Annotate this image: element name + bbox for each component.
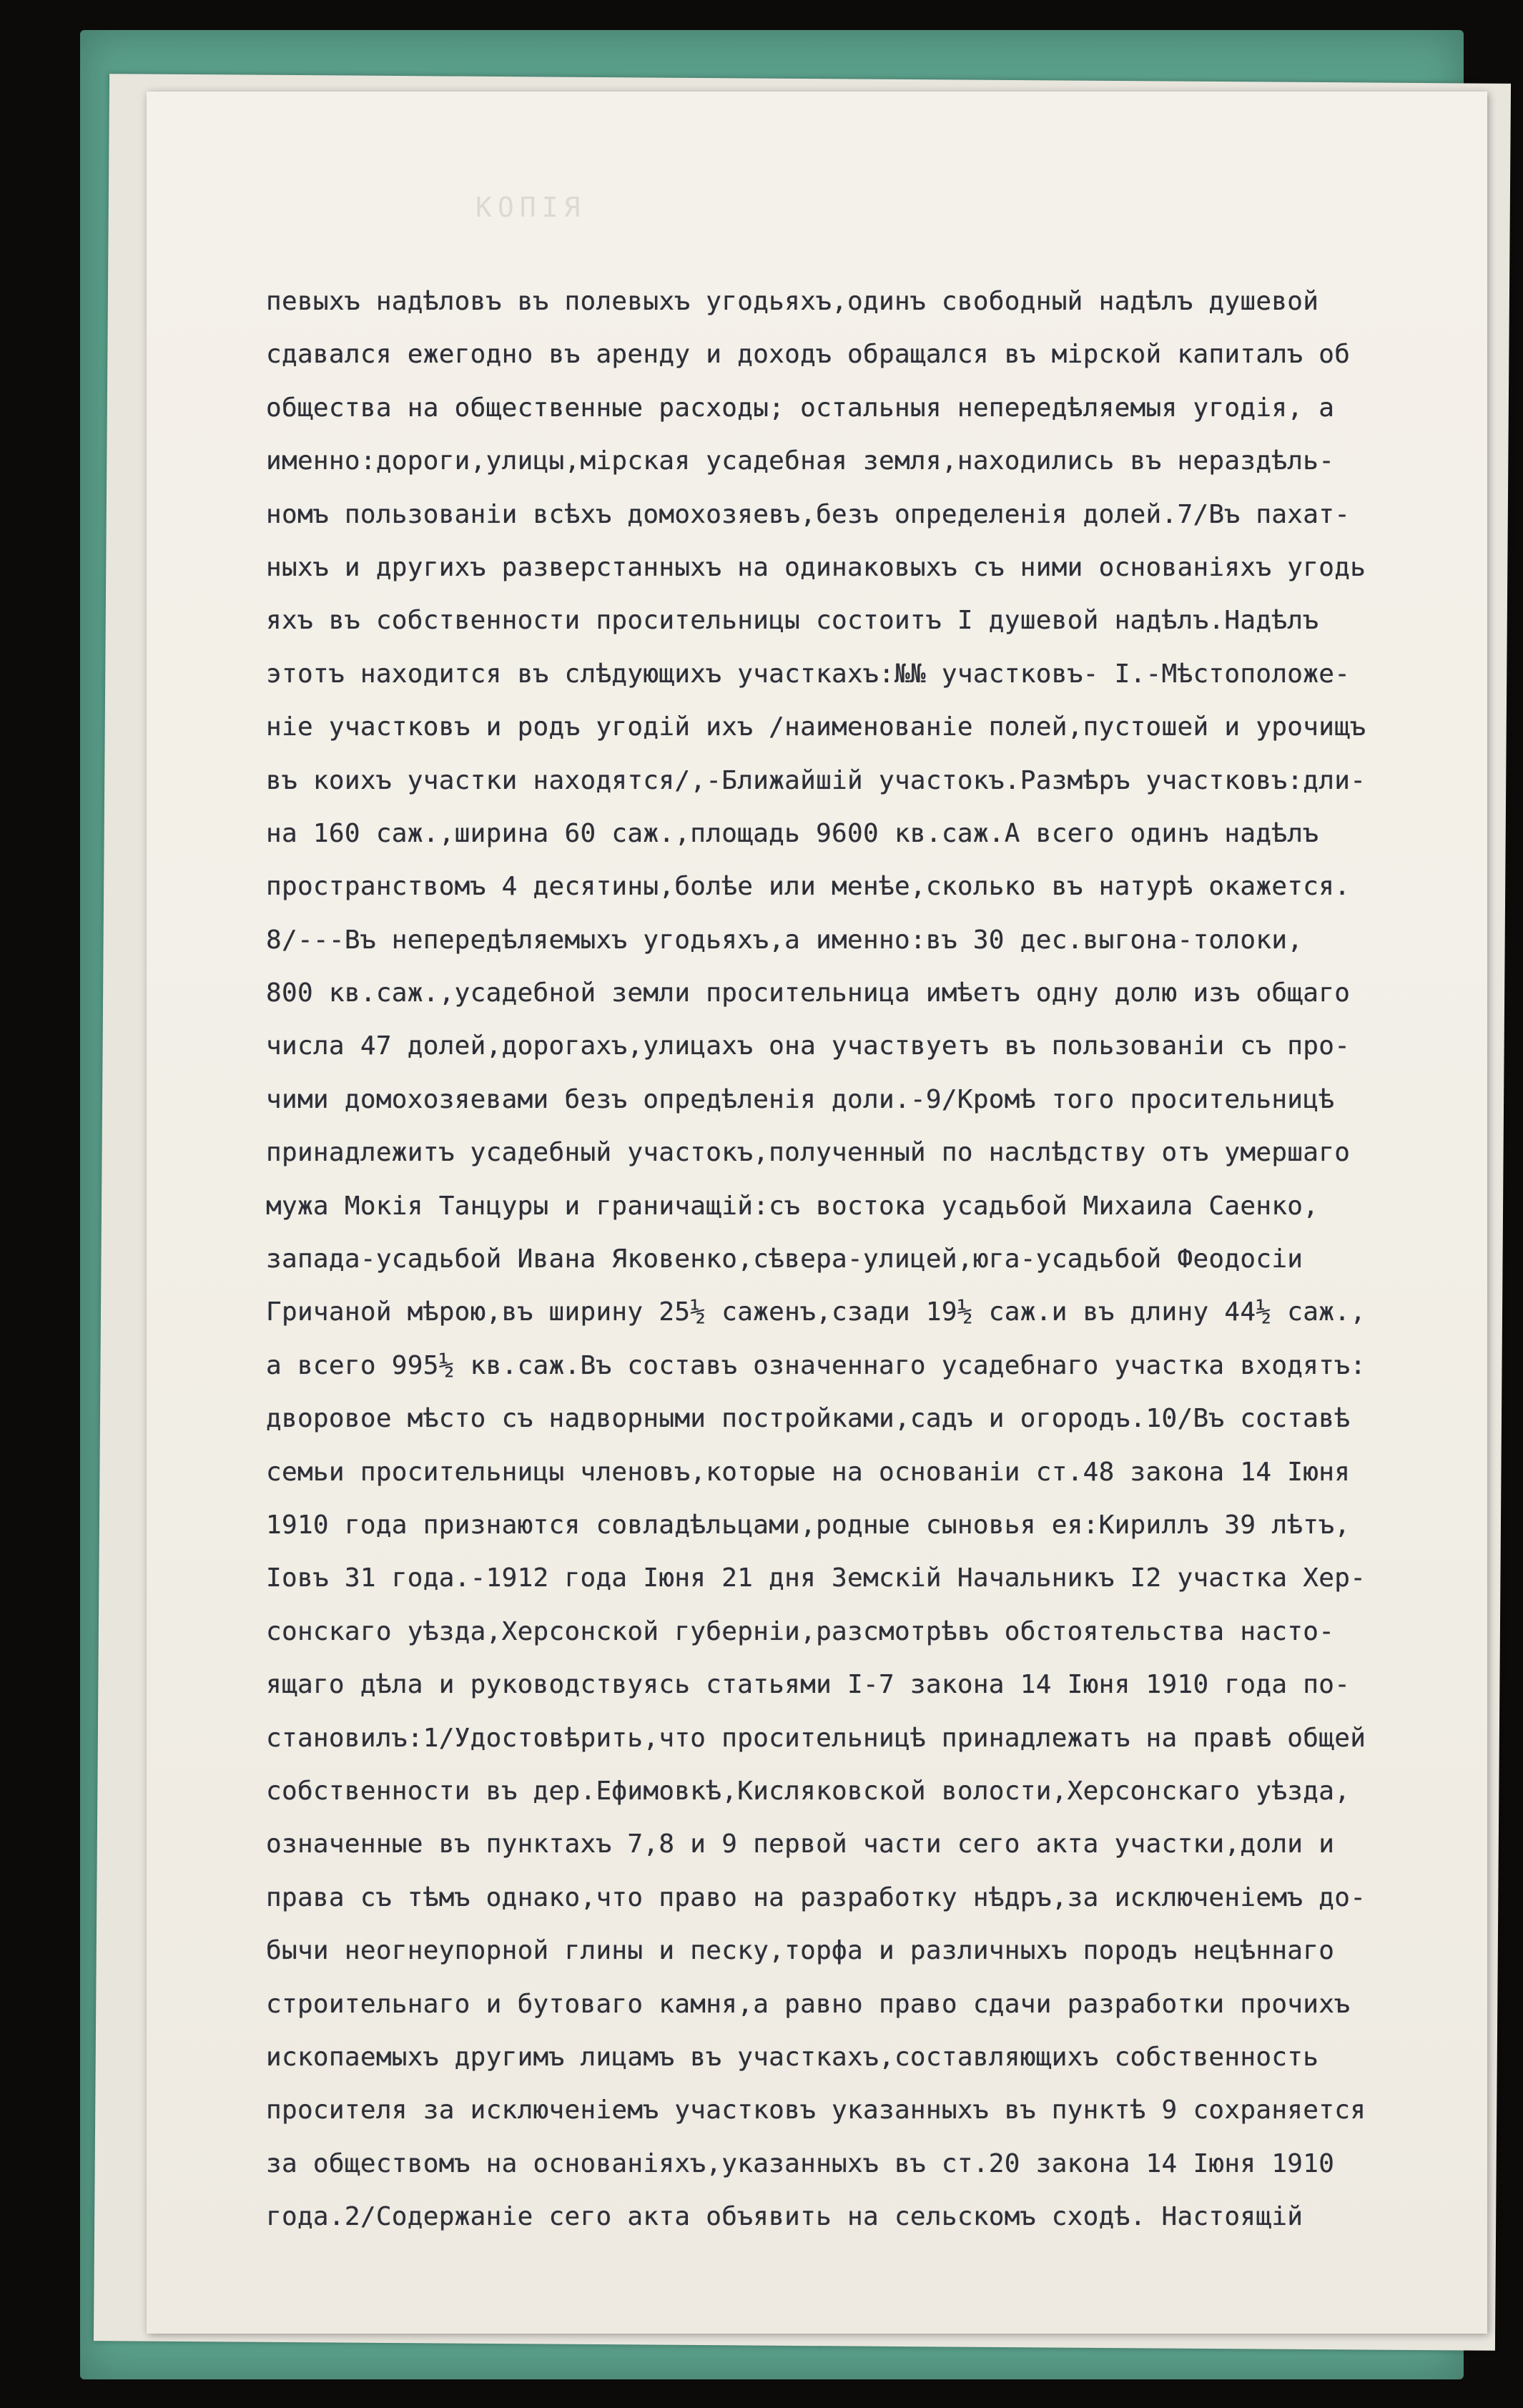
text-line: этотъ находится въ слѣдующихъ участкахъ:№№ участковъ- I.-Мѣстоположе- <box>266 659 1351 689</box>
text-line: певыхъ надѣловъ въ полевыхъ угодьяхъ,одинъ свободный надѣлъ душевой <box>266 287 1319 316</box>
text-line: числа 47 долей,дорогахъ,улицахъ она участвуетъ въ пользованіи съ про- <box>266 1031 1351 1061</box>
text-line: Іовъ 31 года.-1912 года Іюня 21 дня Земскій Начальникъ I2 участка Хер- <box>266 1563 1366 1593</box>
text-line: общества на общественные расходы; остальныя непередѣляемыя угодія, а <box>266 393 1335 423</box>
text-line: пространствомъ 4 десятины,болѣе или менѣе,сколько въ натурѣ окажется. <box>266 872 1351 902</box>
text-line: ящаго дѣла и руководствуясь статьями I-7 закона 14 Іюня 1910 года по- <box>266 1670 1351 1700</box>
text-line: становилъ:1/Удостовѣрить,что просительницѣ принадлежатъ на правѣ общей <box>266 1723 1366 1753</box>
text-line: семьи просительницы членовъ,которые на основаніи ст.48 закона 14 Іюня <box>266 1457 1351 1487</box>
text-line: 1910 года признаются совладѣльцами,родные сыновья ея:Кириллъ 39 лѣтъ, <box>266 1510 1351 1540</box>
text-line: дворовое мѣсто съ надворными постройками,садъ и огородъ.10/Въ составѣ <box>266 1404 1351 1434</box>
text-line: бычи неогнеупорной глины и песку,торфа и различныхъ породъ нецѣннаго <box>266 1936 1335 1966</box>
text-line: номъ пользованіи всѣхъ домохозяевъ,безъ определенія долей.7/Въ пахат- <box>266 499 1351 529</box>
faint-header-text: КОПІЯ <box>475 192 586 223</box>
text-line: ископаемыхъ другимъ лицамъ въ участкахъ,составляющихъ собственность <box>266 2042 1319 2072</box>
text-line: означенные въ пунктахъ 7,8 и 9 первой части сего акта участки,доли и <box>266 1829 1335 1859</box>
text-line: запада-усадьбой Ивана Яковенко,сѣвера-улицей,юга-усадьбой Феодосіи <box>266 1244 1303 1274</box>
text-line: на 160 саж.,ширина 60 саж.,площадь 9600 кв.саж.А всего одинъ надѣлъ <box>266 818 1319 848</box>
text-line: а всего 995½ кв.саж.Въ составъ означеннаго усадебнаго участка входятъ: <box>266 1350 1366 1380</box>
text-line: яхъ въ собственности просительницы состоитъ I душевой надѣлъ.Надѣлъ <box>266 606 1319 636</box>
document-body <box>266 275 1482 2244</box>
text-line: мужа Мокія Танцуры и граничащій:съ востока усадьбой Михаила Саенко, <box>266 1191 1319 1221</box>
text-line: за обществомъ на основаніяхъ,указанныхъ въ ст.20 закона 14 Іюня 1910 <box>266 2148 1335 2178</box>
text-line: права съ тѣмъ однако,что право на разработку нѣдръ,за исключеніемъ до- <box>266 1882 1366 1912</box>
text-line: 8/---Въ непередѣляемыхъ угодьяхъ,а именно:въ 30 дес.выгона-толоки, <box>266 925 1303 955</box>
text-line: просителя за исключеніемъ участковъ указанныхъ въ пунктѣ 9 сохраняется <box>266 2095 1366 2126</box>
text-line: строительнаго и бутоваго камня,а равно право сдачи разработки прочихъ <box>266 1989 1351 2019</box>
text-line: ныхъ и другихъ разверстанныхъ на одинаковыхъ съ ними основаніяхъ угодь <box>266 552 1366 582</box>
text-line: сонскаго уѣзда,Херсонской губерніи,разсмотрѣвъ обстоятельства насто- <box>266 1616 1335 1646</box>
text-line: сдавался ежегодно въ аренду и доходъ обращался въ мірской капиталъ об <box>266 340 1351 370</box>
text-line: собственности въ дер.Ефимовкѣ,Кисляковской волости,Херсонскаго уѣзда, <box>266 1776 1351 1806</box>
text-line: ніе участковъ и родъ угодій ихъ /наименованіе полей,пустошей и урочищъ <box>266 712 1366 742</box>
text-line: въ коихъ участки находятся/,-Ближайшій участокъ.Размѣръ участковъ:дли- <box>266 765 1366 795</box>
text-line: именно:дороги,улицы,мірская усадебная земля,находились въ нераздѣль- <box>266 446 1335 476</box>
text-line: принадлежитъ усадебный участокъ,полученный по наслѣдству отъ умершаго <box>266 1138 1351 1168</box>
text-line: чими домохозяевами безъ опредѣленія доли.-9/Кромѣ того просительницѣ <box>266 1084 1335 1114</box>
text-line: 800 кв.саж.,усадебной земли просительница имѣетъ одну долю изъ общаго <box>266 978 1351 1008</box>
text-line: Гричаной мѣрою,въ ширину 25½ саженъ,сзади 19½ саж.и въ длину 44½ саж., <box>266 1297 1366 1327</box>
text-line: года.2/Содержаніе сего акта объявить на сельскомъ сходѣ. Настоящій <box>266 2202 1303 2232</box>
